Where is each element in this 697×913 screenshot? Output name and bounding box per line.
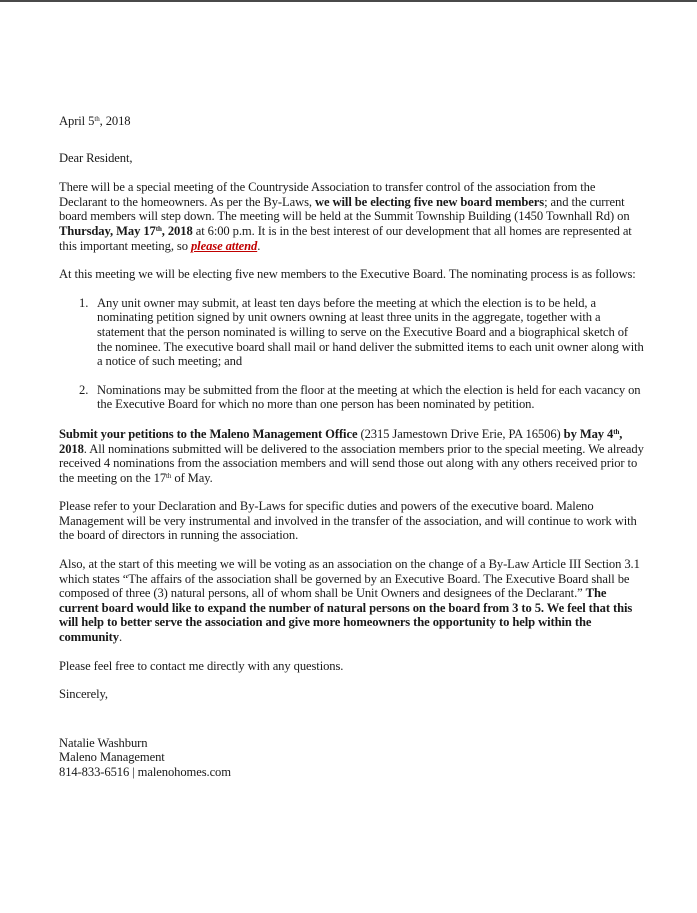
petition-submission-paragraph: Submit your petitions to the Maleno Management Office (2315 Jamestown Drive Erie, PA 16506) by May 4th, 2018. All nominations submitted will be delivered to the association members prior to the special meeting. We already received 4 nominations from the association members and will send those out along with any others received prior to the meeting on the 17th of May. <box>59 426 644 485</box>
salutation: Dear Resident, <box>59 150 133 165</box>
list-item <box>59 383 644 412</box>
nomination-rules-list <box>59 296 644 412</box>
signer-name: Natalie Washburn <box>59 735 148 750</box>
letter-body <box>59 114 644 780</box>
top-border <box>0 0 697 2</box>
please-attend-emphasis: please attend <box>190 238 258 253</box>
meeting-date: Thursday, May 17th, 2018 <box>59 223 193 238</box>
signature-block <box>59 736 644 780</box>
meeting-announcement-paragraph: There will be a special meeting of the Countryside Association to transfer control of the association from the Declarant to the homeowners. As per the By-Laws, we will be electing five new board members; and the current board members will step down. The meeting will be held at the Summit Township Building (1450 Townhall Rd) on Thursday, May 17th, 2018 at 6:00 p.m. It is in the best interest of our development that all homes are represented at this important meeting, so please attend. <box>59 180 632 253</box>
nominating-intro-paragraph: At this meeting we will be electing five new members to the Executive Board. The nominating process is as follows: <box>59 267 636 282</box>
list-item-text: Nominations may be submitted from the floor at the meeting at which the election is held for each vacancy on the Executive Board for which no more than one person has been nominated by petition. <box>97 382 641 412</box>
letter-date: April 5th, 2018 <box>59 114 131 128</box>
list-number: 1. <box>79 295 89 310</box>
list-item-text: Any unit owner may submit, at least ten days before the meeting at which the election is to be held, a nominating petition signed by unit owners owning at least three units in the aggregate, together with a statement that the person nominated is willing to serve on the Executive Board and a biographical sketch of the nominee. The executive board shall mail or hand deliver the submitted items to each unit owner along with a notice of such meeting; and <box>97 295 644 369</box>
signer-contact: 814-833-6516 | malenohomes.com <box>59 765 231 779</box>
list-number: 2. <box>79 382 89 397</box>
signer-company: Maleno Management <box>59 750 165 765</box>
bylaw-change-paragraph: Also, at the start of this meeting we will be voting as an association on the change of a By-Law Article III Section 3.1 which states “The affairs of the association shall be governed by an Executive Board. The Executive Board shall be composed of three (3) natural persons, all of whom shall be Unit Owners and designees of the Declarant.” The current board would like to expand the number of natural persons on the board from 3 to 5. We feel that this will help to better serve the association and give more homeowners the opportunity to help within the community. <box>59 557 640 645</box>
closing: Sincerely, <box>59 687 108 702</box>
list-item <box>59 296 644 369</box>
contact-invitation: Please feel free to contact me directly with any questions. <box>59 658 344 673</box>
bylaws-reference-paragraph: Please refer to your Declaration and By-Laws for specific duties and powers of the executive board. Maleno Management will be very instrumental and involved in the transfer of the association, and will continue to work with the board of directors in running the association. <box>59 499 637 543</box>
petition-deadline: by May 4th, 2018 <box>59 426 623 456</box>
